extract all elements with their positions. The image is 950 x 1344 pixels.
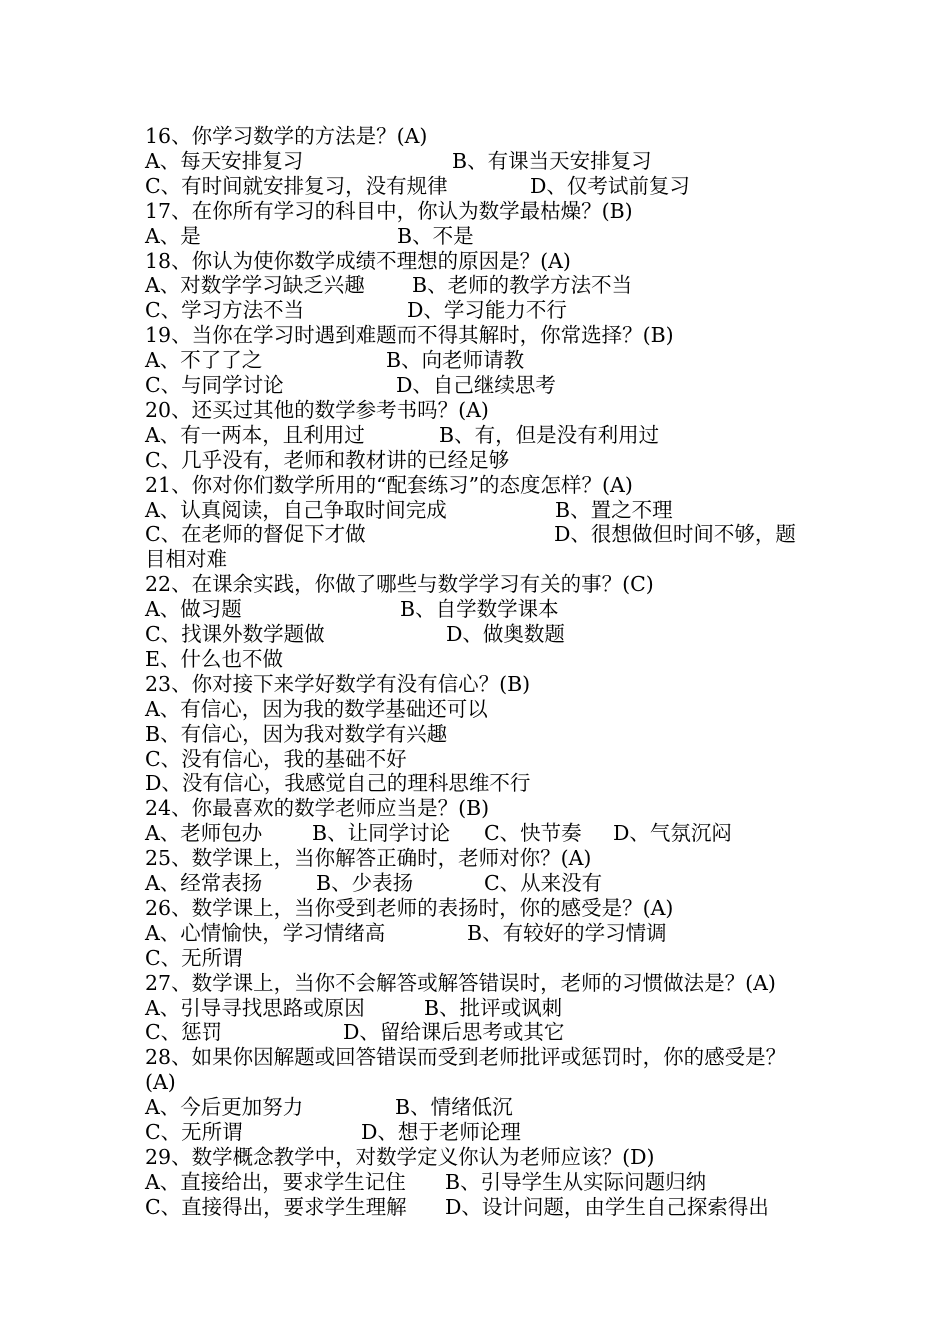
text-line <box>145 1045 890 1070</box>
text-segment: A、认真阅读，自己争取时间完成 <box>145 497 447 522</box>
text-segment: B、引导学生从实际问题归纳 <box>445 1169 707 1194</box>
text-line <box>145 622 890 647</box>
text-segment: C、有时间就安排复习，没有规律 <box>145 173 448 198</box>
text-segment: A、引导寻找思路或原因 <box>145 995 365 1020</box>
text-line <box>145 821 890 846</box>
text-line <box>145 896 890 921</box>
text-line <box>145 373 890 398</box>
text-segment: C、几乎没有，老师和教材讲的已经足够 <box>145 447 510 472</box>
text-segment: B、有较好的学习情调 <box>467 920 667 945</box>
text-line <box>145 124 890 149</box>
text-segment: A、对数学学习缺乏兴趣 <box>145 273 365 298</box>
text-segment: A、今后更加努力 <box>145 1095 304 1120</box>
text-segment: A、有信心，因为我的数学基础还可以 <box>145 696 488 721</box>
text-line <box>145 647 890 672</box>
text-line <box>145 572 890 597</box>
text-segment: B、自学数学课本 <box>400 597 559 622</box>
text-line <box>145 1120 890 1145</box>
text-line <box>145 921 890 946</box>
text-line <box>145 448 890 473</box>
text-segment: 18、你认为使你数学成绩不理想的原因是？(A) <box>145 248 571 273</box>
text-segment: 19、当你在学习时遇到难题而不得其解时，你常选择？(B) <box>145 323 674 348</box>
text-segment: 27、数学课上，当你不会解答或解答错误时，老师的习惯做法是？(A) <box>145 970 776 995</box>
text-line <box>145 796 890 821</box>
text-segment: A、老师包办 <box>145 821 263 846</box>
text-segment: B、有，但是没有利用过 <box>439 422 660 447</box>
text-segment: A、不了了之 <box>145 348 263 373</box>
text-segment: 25、数学课上，当你解答正确时，老师对你？(A) <box>145 846 592 871</box>
text-line <box>145 846 890 871</box>
text-segment: C、学习方法不当 <box>145 298 305 323</box>
text-line <box>145 547 890 572</box>
text-segment: D、气氛沉闷 <box>613 821 732 846</box>
text-segment: 17、在你所有学习的科目中，你认为数学最枯燥？(B) <box>145 198 633 223</box>
text-segment: B、有信心，因为我对数学有兴趣 <box>145 721 448 746</box>
text-segment: B、批评或讽刺 <box>424 995 563 1020</box>
text-line <box>145 1195 890 1220</box>
text-segment: B、少表扬 <box>316 871 414 895</box>
text-segment: B、让同学讨论 <box>312 821 451 846</box>
text-line <box>145 298 890 323</box>
text-segment: A、每天安排复习 <box>145 148 304 173</box>
text-line <box>145 597 890 622</box>
text-segment: D、留给课后思考或其它 <box>343 1020 565 1045</box>
text-segment: A、有一两本，且利用过 <box>145 422 365 447</box>
text-segment: B、向老师请教 <box>386 348 525 373</box>
text-segment: C、从来没有 <box>484 871 603 895</box>
text-segment: D、自己继续思考 <box>396 373 556 397</box>
text-segment: B、置之不理 <box>555 497 673 522</box>
text-segment: 20、还买过其他的数学参考书吗？(A) <box>145 397 489 422</box>
text-line <box>145 348 890 373</box>
text-segment: A、做习题 <box>145 597 242 622</box>
text-line <box>145 149 890 174</box>
text-line <box>145 522 890 547</box>
text-segment: C、没有信心，我的基础不好 <box>145 746 407 771</box>
text-segment: (A) <box>145 1070 176 1095</box>
text-line <box>145 747 890 772</box>
text-line <box>145 697 890 722</box>
text-segment: B、情绪低沉 <box>395 1095 513 1120</box>
text-line <box>145 249 890 274</box>
text-line <box>145 1020 890 1045</box>
text-line <box>145 1095 890 1120</box>
text-segment: A、直接给出，要求学生记住 <box>145 1169 406 1194</box>
text-segment: 目相对难 <box>145 547 227 572</box>
text-segment: C、与同学讨论 <box>145 373 284 397</box>
text-segment: C、直接得出，要求学生理解 <box>145 1194 407 1219</box>
text-segment: 29、数学概念教学中，对数学定义你认为老师应该？(D) <box>145 1144 655 1169</box>
text-segment: C、无所谓 <box>145 1120 243 1144</box>
text-line <box>145 398 890 423</box>
text-line <box>145 1070 890 1095</box>
text-segment: C、在老师的督促下才做 <box>145 522 366 547</box>
text-segment: C、惩罚 <box>145 1020 223 1045</box>
text-segment: 22、在课余实践，你做了哪些与数学学习有关的事？(C) <box>145 572 654 597</box>
text-segment: D、做奥数题 <box>446 622 565 646</box>
text-segment: D、设计问题，由学生自己探索得出 <box>445 1194 769 1219</box>
text-segment: 16、你学习数学的方法是？(A) <box>145 124 428 148</box>
text-segment: E、什么也不做 <box>145 646 283 671</box>
text-line <box>145 423 890 448</box>
text-segment: B、老师的教学方法不当 <box>412 273 633 298</box>
text-segment: 26、数学课上，当你受到老师的表扬时，你的感受是？(A) <box>145 895 674 920</box>
text-line <box>145 174 890 199</box>
text-segment: 24、你最喜欢的数学老师应当是？(B) <box>145 796 490 821</box>
text-segment: D、没有信心，我感觉自己的理科思维不行 <box>145 771 531 796</box>
text-line <box>145 971 890 996</box>
text-line <box>145 199 890 224</box>
text-segment: D、很想做但时间不够，题 <box>554 522 796 547</box>
text-line <box>145 871 890 896</box>
text-line <box>145 722 890 747</box>
text-segment: D、仅考试前复习 <box>530 173 690 198</box>
text-segment: C、无所谓 <box>145 945 243 970</box>
text-line <box>145 672 890 697</box>
text-segment: A、是 <box>145 223 201 248</box>
text-segment: A、心情愉快，学习情绪高 <box>145 920 386 945</box>
text-segment: 21、你对你们数学所用的“配套练习”的态度怎样？(A) <box>145 472 633 497</box>
text-line <box>145 273 890 298</box>
text-segment: 23、你对接下来学好数学有没有信心？(B) <box>145 671 531 696</box>
text-segment: B、有课当天安排复习 <box>452 148 652 173</box>
text-segment: C、快节奏 <box>484 821 582 846</box>
text-line <box>145 1145 890 1170</box>
text-line <box>145 771 890 796</box>
text-segment: D、想于老师论理 <box>361 1120 521 1144</box>
text-segment: B、不是 <box>397 223 474 248</box>
text-segment: D、学习能力不行 <box>407 298 567 323</box>
text-line <box>145 224 890 249</box>
text-line <box>145 946 890 971</box>
text-line <box>145 1170 890 1195</box>
text-line <box>145 996 890 1021</box>
text-line <box>145 323 890 348</box>
text-segment: 28、如果你因解题或回答错误而受到老师批评或惩罚时，你的感受是？ <box>145 1045 787 1070</box>
text-line <box>145 473 890 498</box>
text-segment: C、找课外数学题做 <box>145 622 325 646</box>
text-segment: A、经常表扬 <box>145 871 263 895</box>
text-line <box>145 498 890 523</box>
